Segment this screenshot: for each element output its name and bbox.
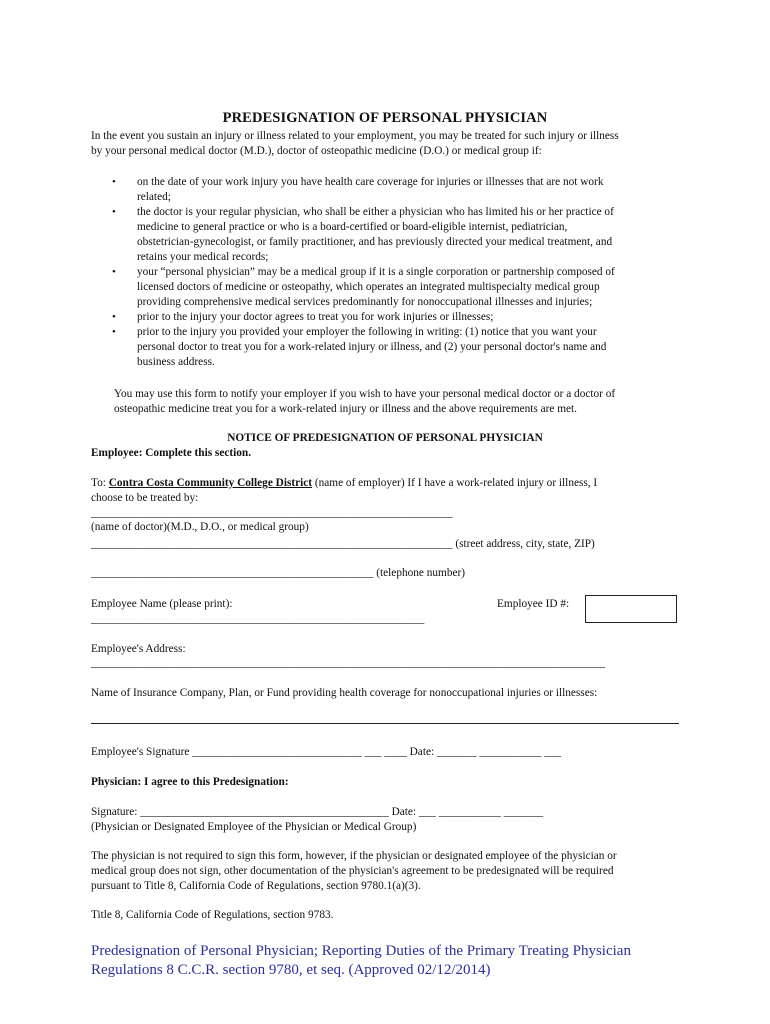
notice-title: NOTICE OF PREDESIGNATION OF PERSONAL PHYSICIAN — [227, 432, 543, 444]
to-suffix: (name of employer) If I have a work-related injury or illness, I — [312, 477, 598, 489]
eligibility-item-line: your “personal physician” may be a medical group if it is a single corporation or partnership composed of — [137, 266, 615, 278]
doctor-name-field[interactable]: ________________________________________________________________ — [91, 507, 453, 519]
employer-name: Contra Costa Community College District — [108, 477, 313, 489]
physician-signature-caption: (Physician or Designated Employee of the Physician or Medical Group) — [91, 821, 417, 833]
eligibility-item — [91, 310, 681, 325]
eligibility-item — [91, 325, 681, 370]
bullet-icon: • — [112, 311, 116, 323]
employee-id-input[interactable] — [585, 595, 677, 623]
disclaimer-line-2: medical group does not sign, other documentation of the physician's agreement to be predesignated will be required — [91, 865, 614, 877]
physician-signature-field[interactable]: Signature: ____________________________________________ Date: ___ ___________ _______ — [91, 806, 544, 818]
intro-line-2: by your personal medical doctor (M.D.), doctor of osteopathic medicine (D.O.) or medical group if: — [91, 145, 542, 157]
footer-line-1: Predesignation of Personal Physician; Reporting Duties of the Primary Treating Physician — [91, 943, 631, 959]
notify-line-2: osteopathic medicine treat you for a work-related injury or illness and the above requirements are met. — [114, 403, 578, 415]
bullet-icon: • — [112, 176, 116, 188]
eligibility-item-line: retains your medical records; — [137, 251, 269, 263]
eligibility-item-line: related; — [137, 191, 171, 203]
eligibility-item-line: prior to the injury you provided your employer the following in writing: (1) notice that you want your — [137, 326, 597, 338]
eligibility-list — [91, 175, 681, 370]
eligibility-item — [91, 175, 681, 205]
footer-citation — [91, 942, 711, 980]
bullet-icon: • — [112, 206, 116, 218]
bullet-icon: • — [112, 326, 116, 338]
doctor-address-field[interactable]: ________________________________________________________________ (street address, city, state, ZIP) — [91, 538, 595, 550]
to-employer-line — [91, 476, 597, 491]
insurance-label: Name of Insurance Company, Plan, or Fund providing health coverage for nonoccupational injuries or illnesses: — [91, 687, 598, 699]
eligibility-item-line: providing comprehensive medical services predominantly for nonoccupational illnesses and injuries; — [137, 296, 593, 308]
physician-section-heading: Physician: I agree to this Predesignation: — [91, 776, 289, 788]
eligibility-item-line: obstetrician-gynecologist, or family practitioner, and has previously directed your medical treatment, and — [137, 236, 613, 248]
notify-line-1: You may use this form to notify your employer if you wish to have your personal medical doctor or a doctor of — [114, 388, 616, 400]
eligibility-item-line: licensed doctors of medicine or osteopathy, which operates an integrated multispecialty medical group — [137, 281, 600, 293]
employee-name-field[interactable]: ___________________________________________________________ — [91, 613, 425, 625]
doctor-phone-field[interactable]: __________________________________________________ (telephone number) — [91, 567, 466, 579]
page-title: PREDESIGNATION OF PERSONAL PHYSICIAN — [222, 110, 548, 126]
employee-section-heading: Employee: Complete this section. — [91, 447, 252, 459]
title8-reference: Title 8, California Code of Regulations, section 9783. — [91, 909, 334, 921]
eligibility-item-line: business address. — [137, 356, 215, 368]
employee-address-label: Employee's Address: — [91, 643, 186, 655]
eligibility-item-line: medicine to general practice or who is a board-certified or board-eligible internist, pediatrician, — [137, 221, 568, 233]
employee-address-field[interactable]: ___________________________________________________________________________________________ — [91, 657, 606, 669]
employee-signature-field[interactable]: Employee's Signature ______________________________ ___ ____ Date: _______ ___________ ___ — [91, 746, 562, 758]
doctor-name-caption: (name of doctor)(M.D., D.O., or medical group) — [91, 521, 309, 533]
insurance-field[interactable] — [91, 723, 679, 724]
disclaimer-line-3: pursuant to Title 8, California Code of Regulations, section 9780.1(a)(3). — [91, 880, 421, 892]
employee-name-label: Employee Name (please print): — [91, 598, 233, 610]
eligibility-item — [91, 205, 681, 265]
eligibility-item-line: the doctor is your regular physician, who shall be either a physician who has limited his or her practice of — [137, 206, 614, 218]
bullet-icon: • — [112, 266, 116, 278]
disclaimer-line-1: The physician is not required to sign this form, however, if the physician or designated employee of the physician or — [91, 850, 617, 862]
eligibility-item-line: on the date of your work injury you have health care coverage for injuries or illnesses that are not work — [137, 176, 604, 188]
to-prefix: To: — [91, 477, 109, 489]
eligibility-item — [91, 265, 681, 310]
eligibility-item-line: personal doctor to treat you for a work-related injury or illness, and (2) your personal doctor's name and — [137, 341, 607, 353]
to-employer-line-2: choose to be treated by: — [91, 492, 199, 504]
employee-id-label: Employee ID #: — [497, 598, 570, 610]
intro-line-1: In the event you sustain an injury or illness related to your employment, you may be treated for such injury or illness — [91, 130, 619, 142]
eligibility-item-line: prior to the injury your doctor agrees to treat you for work injuries or illnesses; — [137, 311, 494, 323]
footer-line-2: Regulations 8 C.C.R. section 9780, et seq. (Approved 02/12/2014) — [91, 962, 491, 978]
